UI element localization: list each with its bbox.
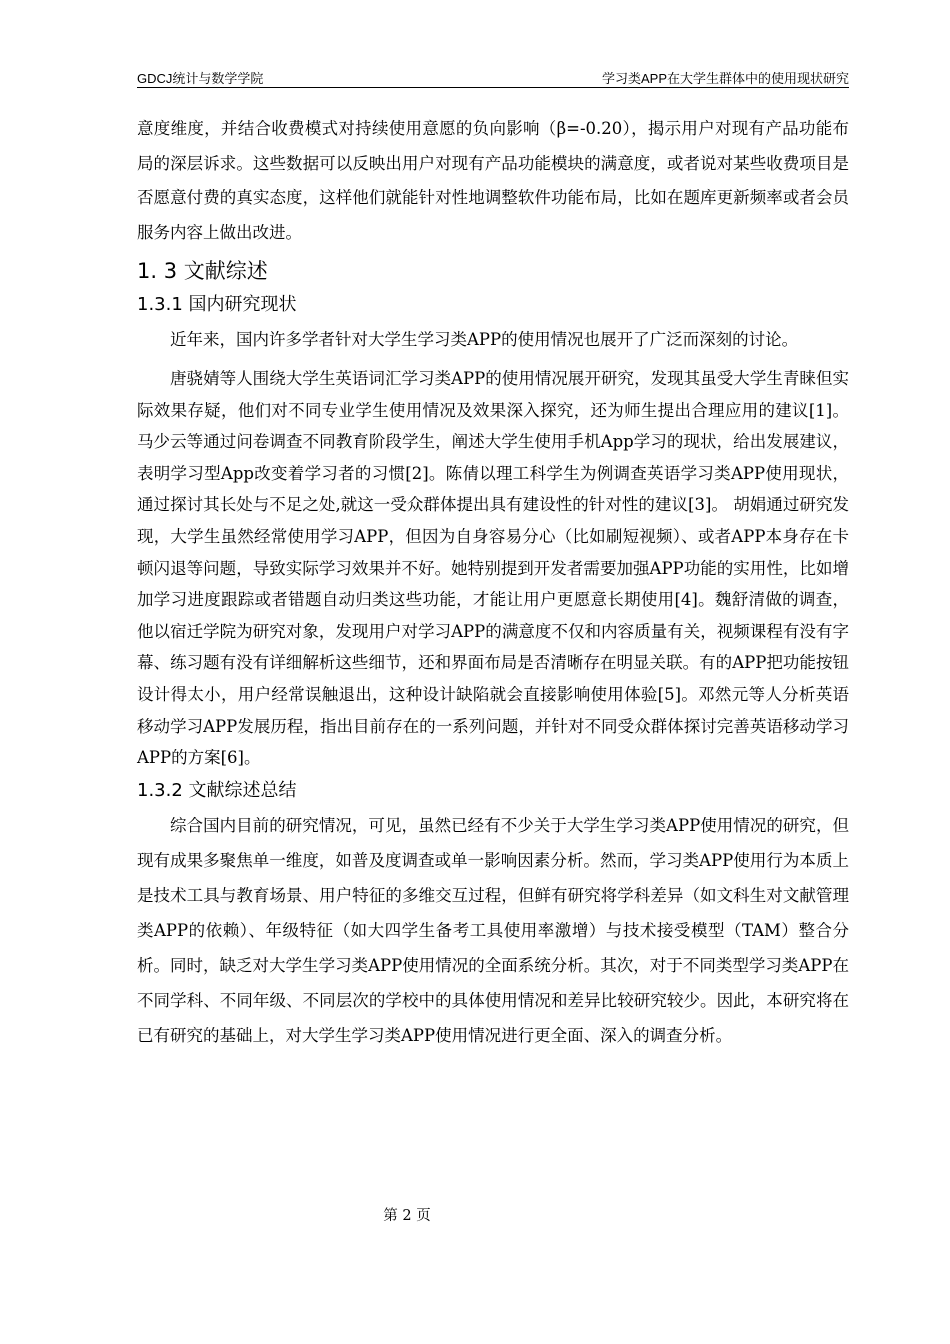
page-header [137,66,849,88]
paragraph-domestic-intro: 近年来，国内许多学者针对大学生学习类APP的使用情况也展开了广泛而深刻的讨论。 [170,330,799,349]
header-thesis-title: 学习类APP在大学生群体中的使用现状研究 [601,71,849,86]
page-footer [0,1204,950,1225]
document-body [137,112,849,1053]
header-divider [137,87,849,88]
paragraph-domestic-review: 唐骁婧等人围绕大学生英语词汇学习类APP的使用情况展开研究，发现其虽受大学生青睐但实际效果存疑，他们对不同专业学生使用情况及效果深入探究，还为师生提出合理应用的建议[1]。马少云等通过问卷调查不同教育阶段学生，阐述大学生使用手机App学习的现状，给出发展建议，表明学习型App改变着学习者的习惯[2]。陈倩以理工科学生为例调查英语学习类APP使用现状，通过探讨其长处与不足之处,就这一受众群体提出具有建设性的针对性的建议[3]。 胡娟通过研究发现，大学生虽然经常使用学习APP，但因为自身容易分心（比如刷短视频）、或者APP本身存在卡顿闪退等问题，导致实际学习效果并不好。她特别提到开发者需要加强APP功能的实用性，比如增加学习进度跟踪或者错题自动归类这些功能，才能让用户更愿意长期使用[4]。魏舒清做的调查，他以宿迁学院为研究对象，发现用户对学习APP的满意度不仅和内容质量有关，视频课程有没有字幕、练习题有没有详细解析这些细节，还和界面布局是否清晰存在明显关联。有的APP把功能按钮设计得太小，用户经常误触退出，这种设计缺陷就会直接影响使用体验[5]。邓然元等人分析英语移动学习APP发展历程，指出目前存在的一系列问题，并针对不同受众群体探讨完善英语移动学习APP的方案[6]。 [137,369,849,768]
section-heading-1-3: 1. 3 文献综述 [137,259,268,283]
page-number: 第 2 页 [383,1208,431,1224]
paragraph-review-summary: 综合国内目前的研究情况，可见，虽然已经有不少关于大学生学习类APP使用情况的研究，但现有成果多聚焦单一维度，如普及度调查或单一影响因素分析。然而，学习类APP使用行为本质上是技术工具与教育场景、用户特征的多维交互过程，但鲜有研究将学科差异（如文科生对文献管理类APP的依赖）、年级特征（如大四学生备考工具使用率激增）与技术接受模型（TAM）整合分析。同时，缺乏对大学生学习类APP使用情况的全面系统分析。其次，对于不同类型学习类APP在不同学科、不同年级、不同层次的学校中的具体使用情况和差异比较研究较少。因此，本研究将在已有研究的基础上，对大学生学习类APP使用情况进行更全面、深入的调查分析。 [137,815,849,1045]
header-institution: GDCJ统计与数学学院 [137,71,264,86]
intro-paragraph: 意度维度，并结合收费模式对持续使用意愿的负向影响（β=-0.20），揭示用户对现有产品功能布局的深层诉求。这些数据可以反映出用户对现有产品功能模块的满意度，或者说对某些收费项目是否愿意付费的真实态度，这样他们就能针对性地调整软件功能布局，比如在题库更新频率或者会员服务内容上做出改进。 [137,119,849,242]
subsection-heading-1-3-2: 1.3.2 文献综述总结 [137,779,297,801]
subsection-heading-1-3-1: 1.3.1 国内研究现状 [137,294,297,315]
